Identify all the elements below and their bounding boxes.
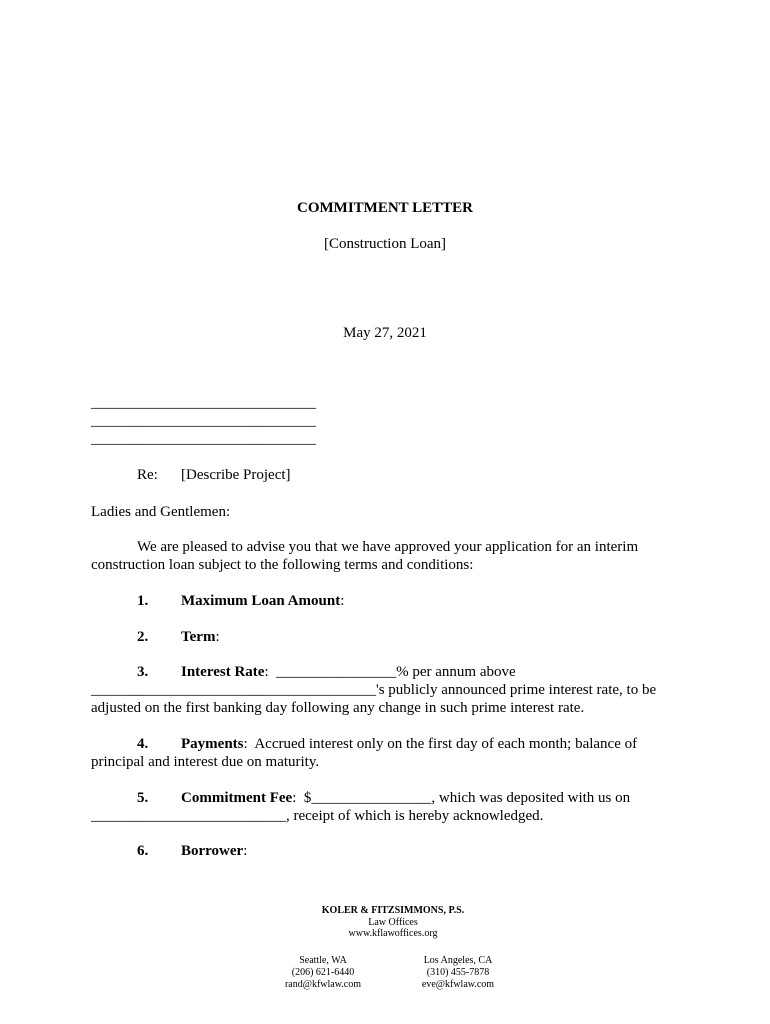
term-text: :	[340, 593, 345, 609]
recipient-line: ______________________________	[91, 431, 316, 447]
term-text: : Accrued interest only on the first day of each month; balance of	[243, 736, 638, 752]
office-los-angeles	[388, 955, 528, 991]
office-email: eve@kfwlaw.com	[421, 979, 495, 990]
recipient-line: ______________________________	[91, 413, 316, 429]
office-city: Los Angeles, CA	[423, 955, 493, 966]
intro-line: We are pleased to advise you that we have approved your application for an interim	[137, 539, 639, 555]
office-phone: (206) 621-6440	[291, 967, 355, 978]
firm-name: KOLER & FITZSIMMONS, P.S.	[321, 905, 465, 916]
firm-website: www.kflawoffices.org	[348, 928, 438, 940]
term-continuation-line: __________________________, receipt of which is hereby acknowledged.	[91, 808, 544, 824]
term-number: 5.	[137, 790, 149, 806]
re-line	[91, 466, 741, 484]
term-label: Borrower	[181, 843, 244, 859]
term-borrower	[91, 842, 741, 860]
term-number: 3.	[137, 664, 149, 680]
document-subtitle: [Construction Loan]	[323, 236, 447, 252]
term-label: Maximum Loan Amount	[181, 593, 341, 609]
term-number: 6.	[137, 843, 149, 859]
letter-date: May 27, 2021	[343, 325, 427, 341]
term-label: Commitment Fee	[181, 790, 293, 806]
term-continuation-line: principal and interest due on maturity.	[91, 754, 320, 770]
intro-paragraph	[91, 538, 741, 574]
recipient-line: ______________________________	[91, 395, 316, 411]
re-label: Re:	[137, 467, 158, 483]
term-payments	[91, 735, 741, 771]
term-text: : $________________, which was deposited with us on	[292, 790, 631, 806]
office-phone: (310) 455-7878	[426, 967, 490, 978]
term-number: 1.	[137, 593, 149, 609]
term-label: Interest Rate	[181, 664, 265, 680]
term-maximum-loan-amount	[91, 592, 741, 610]
office-city: Seattle, WA	[299, 955, 347, 966]
term-number: 4.	[137, 736, 149, 752]
term-label: Payments	[181, 736, 244, 752]
term-number: 2.	[137, 629, 149, 645]
re-text: [Describe Project]	[181, 467, 291, 483]
term-continuation-line: ______________________________________'s publicly announced prime interest rate, to be	[91, 682, 657, 698]
term-text: :	[243, 843, 248, 859]
recipient-address-block	[91, 394, 741, 448]
letterhead-footer	[293, 905, 493, 940]
document-title: COMMITMENT LETTER	[297, 200, 473, 216]
term-label: Term	[181, 629, 216, 645]
intro-line: construction loan subject to the following terms and conditions:	[91, 557, 474, 573]
office-email: rand@kfwlaw.com	[284, 979, 362, 990]
salutation	[91, 503, 741, 521]
firm-tagline: Law Offices	[368, 916, 418, 928]
term-term	[91, 628, 741, 646]
term-text: :	[215, 629, 220, 645]
term-continuation-line: adjusted on the first banking day following any change in such prime interest rate.	[91, 700, 585, 716]
term-commitment-fee	[91, 789, 741, 825]
salutation-text: Ladies and Gentlemen:	[91, 504, 231, 520]
term-interest-rate	[91, 663, 741, 717]
term-text: : ________________% per annum above	[264, 664, 516, 680]
office-seattle	[253, 955, 393, 991]
